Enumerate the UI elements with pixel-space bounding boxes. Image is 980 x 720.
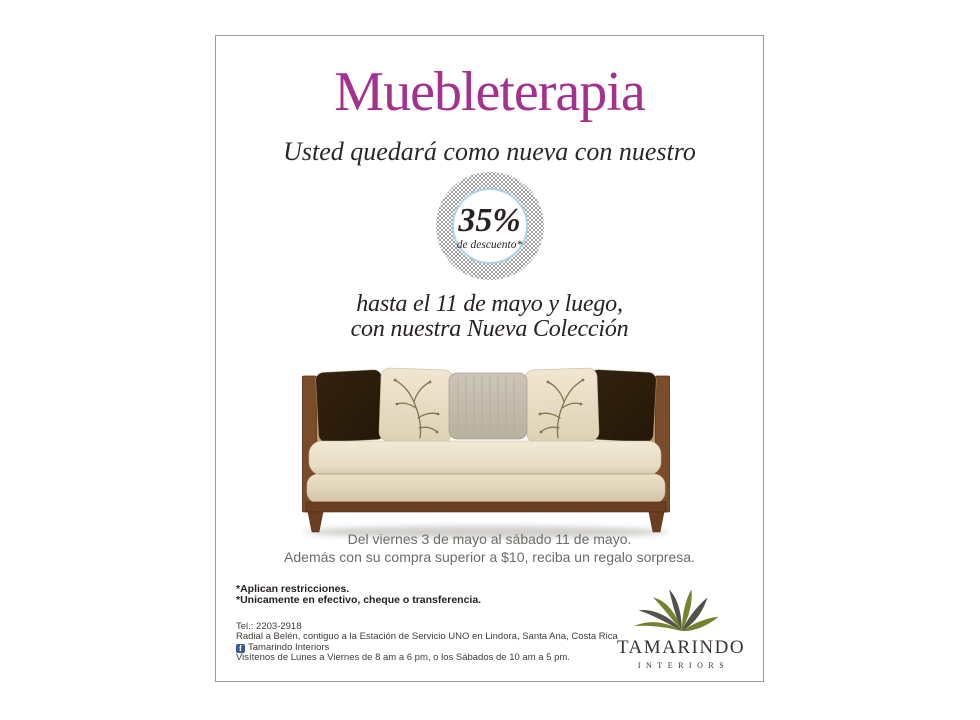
discount-label: de descuento* [456, 238, 523, 251]
ad-subtitle: Usted quedará como nueva con nuestro [283, 137, 696, 166]
offer-dates [216, 530, 763, 567]
ad-page [215, 35, 764, 682]
restrictions [236, 584, 481, 606]
sofa-image [302, 364, 670, 540]
promo-line2: con nuestra Nueva Colección [350, 315, 629, 342]
logo-name: TAMARINDO [616, 637, 746, 658]
contact-phone: Tel.: 2203-2918 [236, 621, 302, 632]
promo-line1: hasta el 11 de mayo y luego, [356, 291, 623, 317]
promo-text [216, 292, 763, 341]
leaf-frond-icon [629, 583, 733, 639]
logo-tagline: INTERIORS [637, 661, 730, 670]
contact-address: Radial a Belén, contiguo a la Estación de Servicio UNO en Lindora, Santa Ana, Costa Rica [236, 631, 618, 643]
restrictions-line1: *Aplican restricciones. [236, 583, 350, 595]
tamarindo-logo [612, 583, 750, 670]
contact-hours: Visítenos de Lunes a Viernes de 8 am a 6 pm, o los Sábados de 10 am a 5 pm. [236, 652, 570, 664]
discount-badge-inner [452, 188, 528, 264]
facebook-icon: f [236, 644, 245, 653]
offer-dates-line1: Del viernes 3 de mayo al sábado 11 de mayo. [347, 531, 632, 547]
discount-percent: 35% [458, 201, 521, 239]
facebook-label: Tamarindo Interiors [248, 641, 330, 653]
offer-dates-line2: Además con su compra superior a $10, reciba un regalo sorpresa. [284, 549, 695, 566]
ad-title: Muebleterapia [334, 61, 645, 123]
contact-block [236, 622, 618, 664]
discount-badge [436, 172, 544, 280]
restrictions-line2: *Unicamente en efectivo, cheque o transferencia. [236, 594, 482, 606]
